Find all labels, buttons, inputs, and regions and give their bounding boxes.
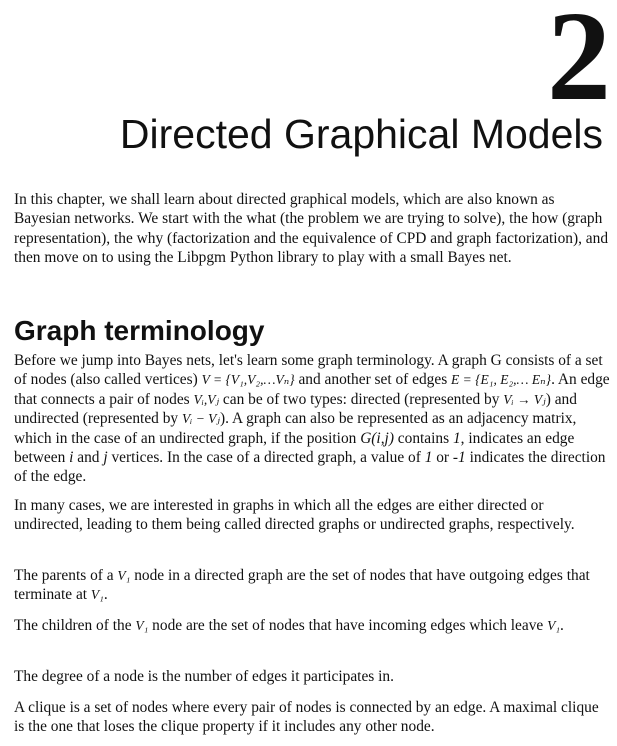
section-heading: Graph terminology: [14, 315, 265, 346]
text-run: and: [73, 449, 104, 467]
node-symbol: V₁: [117, 568, 131, 583]
text-run: The children of the: [14, 617, 136, 634]
text-run: vertices. In the case of a directed graph, a value of: [107, 449, 425, 467]
text-run: ) and undirected (represented by: [14, 390, 577, 428]
edge-set-formula: E = {E₁, E₂,… Eₙ}: [451, 372, 552, 388]
text-run: . An edge that connects a pair of nodes: [14, 371, 610, 408]
clique-paragraph: A clique is a set of nodes where every pair of nodes is connected by an edge. A maximal clique is the one that loses the clique property if it includes any other node.: [14, 699, 599, 736]
text-run: The parents of a: [14, 567, 118, 584]
text-run: node are the set of nodes that have incoming edges which leave: [148, 617, 548, 634]
text-run: can be of two types: directed (represented by: [219, 390, 504, 408]
index-j: j: [103, 449, 108, 467]
text-run: .: [560, 617, 564, 634]
value-minus-one: -1: [452, 449, 466, 467]
chapter-number: 2: [547, 0, 609, 127]
directed-edge-formula: Vᵢ → Vⱼ: [503, 391, 546, 407]
chapter-title: Directed Graphical Models: [119, 111, 603, 157]
node-symbol: V₁: [547, 618, 561, 633]
text-run: or: [432, 449, 453, 467]
node-pair-formula: Vᵢ,Vⱼ: [193, 391, 220, 407]
graph-definition-paragraph: [14, 351, 610, 487]
text-run: ). A graph can also be represented as an adjacency matrix, which in the case of an undirected graph, if the position: [14, 410, 577, 447]
text-run: indicates the direction of the edge.: [14, 449, 606, 486]
undirected-edge-formula: Vᵢ − Vⱼ: [181, 411, 220, 427]
node-symbol: V₁: [90, 587, 104, 603]
value-one: 1: [424, 449, 433, 467]
index-i: i: [69, 449, 74, 467]
text-run: , indicates an edge between: [14, 429, 575, 467]
value-one: 1: [452, 429, 461, 447]
text-run: .: [103, 586, 108, 604]
degree-paragraph: The degree of a node is the number of edges it participates in.: [14, 668, 394, 685]
text-run: Before we jump into Bayes nets, let's learn some graph terminology. A graph G consists of a set of nodes (also called vertices): [14, 352, 603, 389]
parents-paragraph: [14, 566, 610, 605]
text-run: and another set of edges: [294, 371, 452, 389]
node-symbol: V₁: [135, 618, 149, 633]
graph-types-paragraph: In many cases, we are interested in graphs in which all the edges are either directed or undirected, leading to them being called directed graphs or undirected graphs, respectively.: [14, 497, 575, 534]
matrix-position: G(i,j): [360, 429, 394, 447]
text-run: contains: [393, 429, 453, 447]
vertex-set-formula: V = {V₁,V₂,…Vₙ}: [201, 372, 295, 388]
intro-paragraph: In this chapter, we shall learn about directed graphical models, which are also known as Bayesian networks. We start with the what (the problem we are trying to solve), the how (graph representation), the why (factorization and the equivalence of CPD and graph factorization), and then move on to using the Libpgm Python library to play with a small Bayes net.: [14, 191, 609, 267]
text-run: node in a directed graph are the set of nodes that have outgoing edges that terminate at: [14, 567, 590, 604]
children-paragraph: [14, 616, 610, 635]
